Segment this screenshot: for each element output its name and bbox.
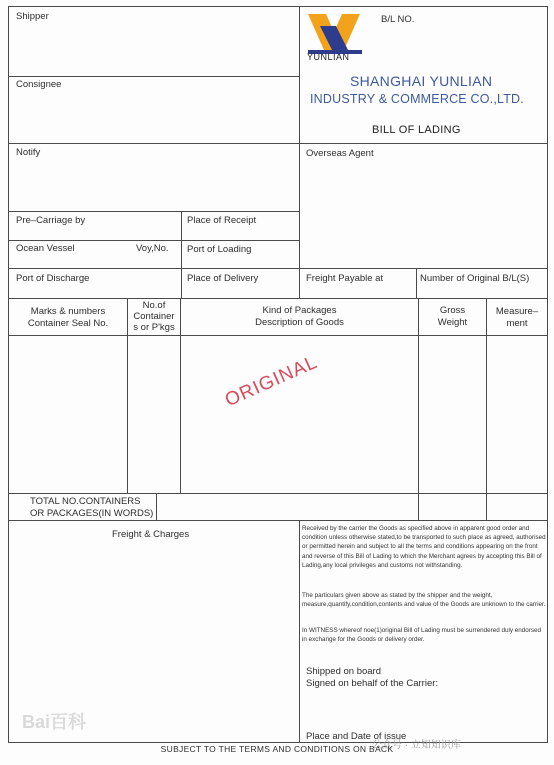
bl-no-label: B/L NO. xyxy=(381,14,415,25)
measure-header-line1: Measure– xyxy=(495,306,539,317)
gross-header-line1: Gross xyxy=(439,305,466,316)
line-table-header-bottom xyxy=(8,335,548,336)
line-consignee-bottom xyxy=(8,143,548,144)
company-name-line1: SHANGHAI YUNLIAN xyxy=(350,73,493,89)
line-table-top xyxy=(8,298,548,299)
divider-bottom xyxy=(299,520,300,743)
signed-on-behalf-label: Signed on behalf of the Carrier: xyxy=(306,678,439,689)
overseas-agent-label: Overseas Agent xyxy=(306,148,374,159)
wechat-watermark: 公众号 · 立知知识库 xyxy=(372,740,461,751)
baidu-watermark: Bai百科 xyxy=(22,712,87,732)
col-divider-4 xyxy=(486,298,487,520)
kind-header-line2: Description of Goods xyxy=(255,317,344,328)
voy-no-label: Voy,No. xyxy=(136,243,169,254)
consignee-label: Consignee xyxy=(16,79,62,90)
place-and-date-label: Place and Date of issue xyxy=(306,731,407,742)
divider-totals xyxy=(156,493,157,520)
kind-header-line1: Kind of Packages xyxy=(262,305,337,316)
logo-text: YUNLIAN xyxy=(307,52,350,62)
terms-paragraph-3: In WITNESS whereof noe(1)original Bill of Lading must be surrendered duly endorsed in exchange for the Goods or delivery order. xyxy=(302,627,542,644)
totals-line1: TOTAL NO.CONTAINERS xyxy=(30,496,141,507)
terms-paragraph-2: The particulars given above as stated by the shipper and the weight, measure,quantify,condition,contents and value of the Goods are unknown to the carrier. xyxy=(302,592,546,609)
border-left xyxy=(8,6,9,743)
port-of-discharge-label: Port of Discharge xyxy=(16,273,90,284)
col-divider-3 xyxy=(418,298,419,520)
place-of-delivery-label: Place of Delivery xyxy=(187,273,259,284)
no-of-header-line1: No.of xyxy=(142,300,166,311)
line-totals-bottom xyxy=(8,520,548,521)
line-precarriage-bottom xyxy=(8,240,299,241)
freight-payable-at-label: Freight Payable at xyxy=(306,273,384,284)
line-shipper-bottom xyxy=(8,76,299,77)
line-table-bottom xyxy=(8,493,548,494)
document-title: BILL OF LADING xyxy=(372,124,461,136)
pre-carriage-label: Pre–Carriage by xyxy=(16,215,86,226)
line-vessel-bottom xyxy=(8,268,548,269)
totals-line2: OR PACKAGES(IN WORDS) xyxy=(30,508,154,519)
footer-terms-notice: SUBJECT TO THE TERMS AND CONDITIONS ON BACK xyxy=(160,744,394,754)
marks-header-line1: Marks & numbers xyxy=(30,306,106,317)
shipper-label: Shipper xyxy=(16,11,49,22)
measure-header-line2: ment xyxy=(506,318,528,329)
no-of-header-line2: Container xyxy=(133,311,175,322)
divider-top-right xyxy=(299,6,300,298)
place-of-receipt-label: Place of Receipt xyxy=(187,215,257,226)
ocean-vessel-label: Ocean Vessel xyxy=(16,243,75,254)
port-of-loading-label: Port of Loading xyxy=(187,244,252,255)
company-name-line2: INDUSTRY & COMMERCE CO.,LTD. xyxy=(310,92,524,106)
freight-charges-label: Freight & Charges xyxy=(112,529,190,540)
gross-header-line2: Weight xyxy=(437,317,468,328)
number-of-original-label: Number of Original B/L(S) xyxy=(420,273,530,284)
border-bottom xyxy=(8,742,548,743)
line-notify-bottom xyxy=(8,211,299,212)
divider-original xyxy=(416,268,417,298)
shipped-on-board-label: Shipped on board xyxy=(306,666,382,677)
no-of-header-line3: s or P'kgs xyxy=(133,322,175,333)
marks-header-line2: Container Seal No. xyxy=(27,318,109,329)
terms-paragraph-1: Received by the carrier the Goods as specified above in apparent good order and condition unless otherwise stated,to be transported to such place as agreed, authorised or permitted herein and subject to all the terms and conditions appearing on the front and reverse of this Bill of Lading to which the Merchant agrees by accepting this Bill of Lading,any local privileges and customs not withstanding. xyxy=(302,525,546,569)
border-right xyxy=(547,6,548,743)
original-stamp: ORIGINAL xyxy=(222,351,321,412)
divider-receipt xyxy=(181,211,182,298)
border-top xyxy=(8,6,548,7)
notify-label: Notify xyxy=(16,147,41,158)
